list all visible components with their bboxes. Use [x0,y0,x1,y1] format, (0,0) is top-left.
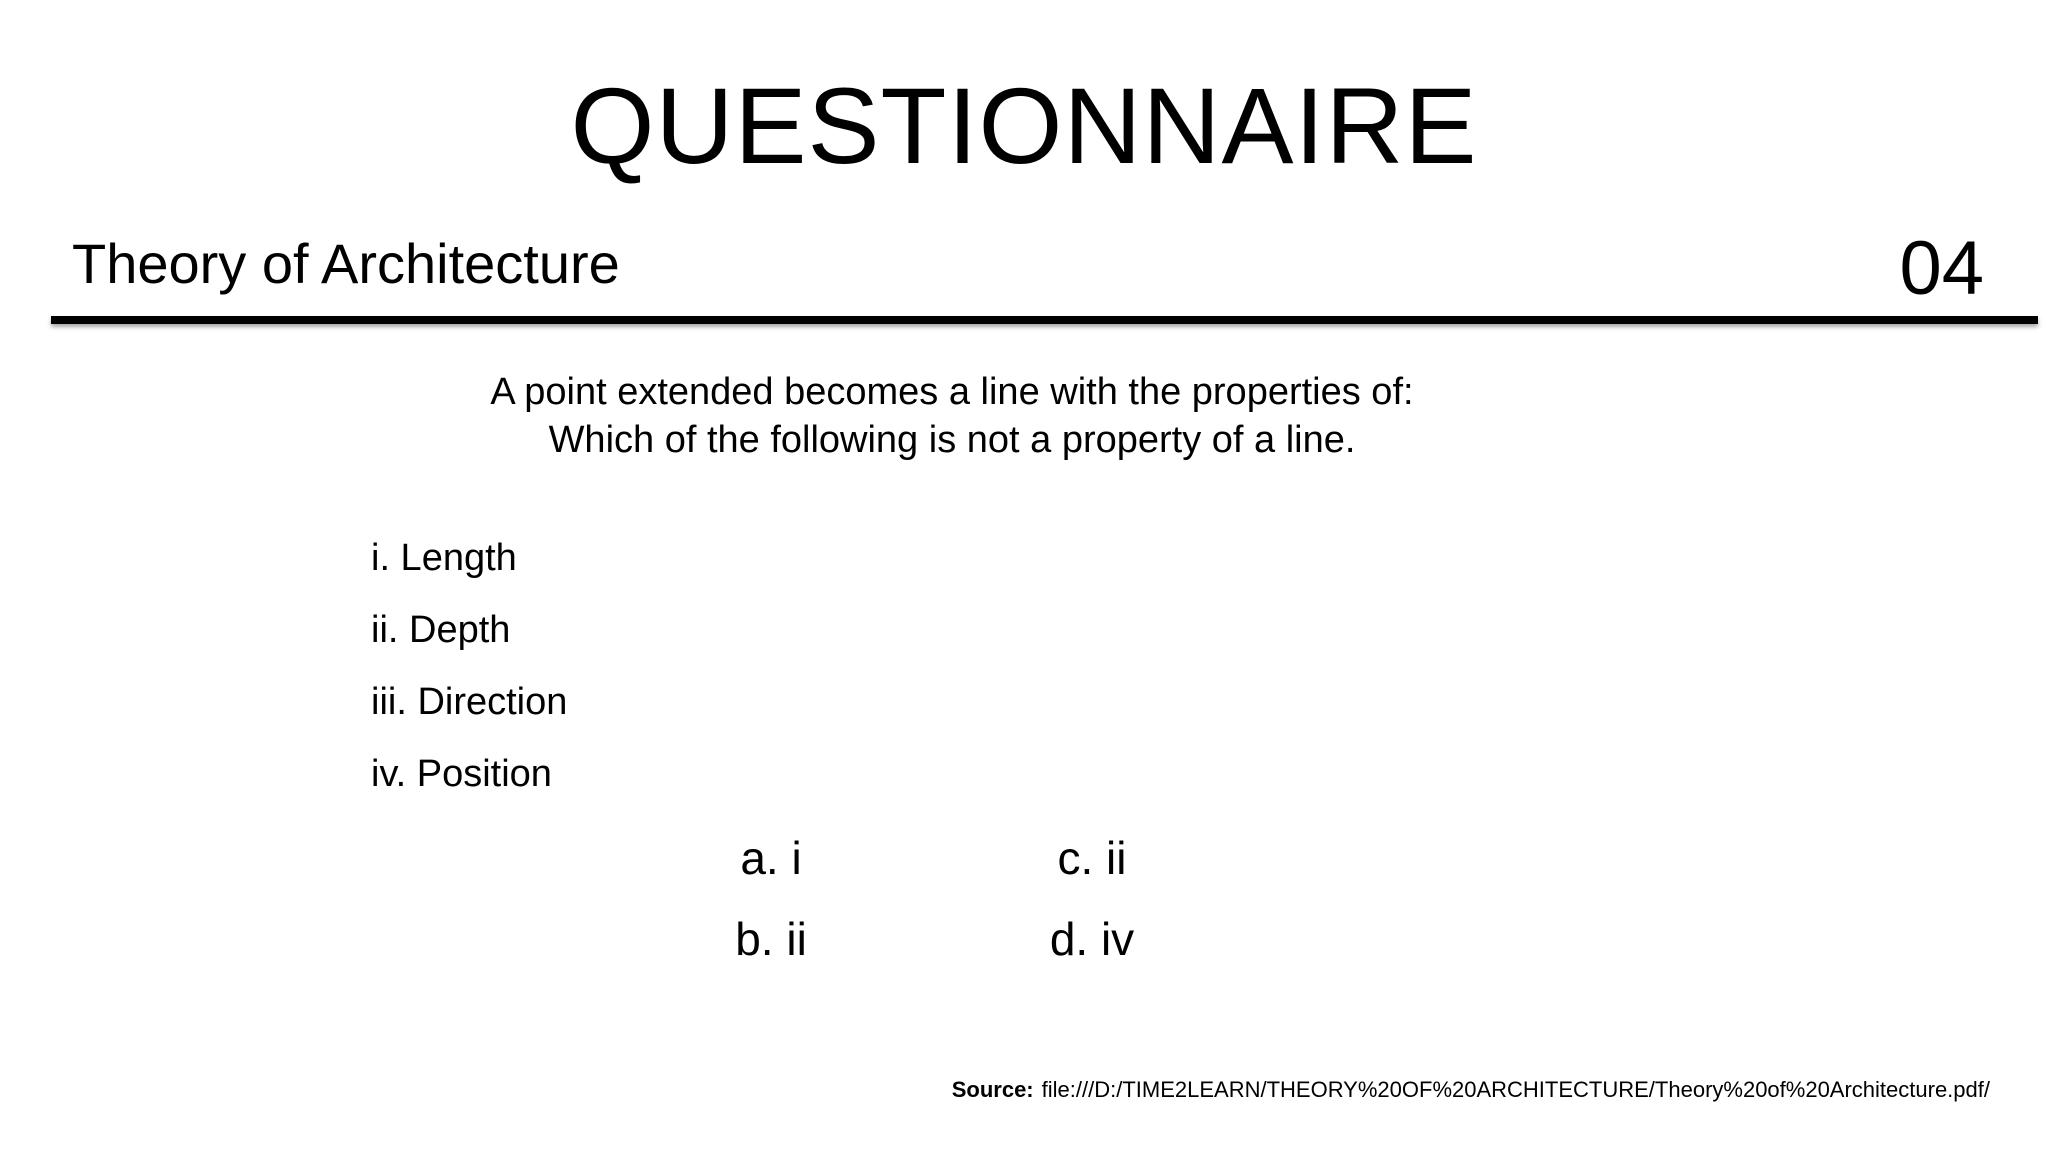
choice-b[interactable]: b. ii [735,913,807,965]
list-item: iii. Direction [371,681,568,723]
header-divider [51,316,2038,324]
slide-title: QUESTIONNAIRE [570,65,1478,186]
list-item: i. Length [371,537,517,579]
list-item: iv. Position [371,753,552,795]
item-list [371,522,567,810]
choice-a[interactable]: a. i [740,832,802,884]
choice-d[interactable]: d. iv [1049,913,1135,965]
source-link[interactable]: file:///D:/TIME2LEARN/THEORY%20OF%20ARCHITECTURE/Theory%20of%20Architecture.pdf/ [1041,1077,1990,1102]
source-citation [952,1076,1990,1104]
question-line-1: A point extended becomes a line with the properties of: [490,371,1414,413]
question-line-2: Which of the following is not a property of a line. [548,419,1356,461]
choice-c[interactable]: c. ii [1057,832,1127,884]
subject-heading: Theory of Architecture [72,232,620,295]
source-label: Source: [951,1077,1034,1102]
question-number: 04 [1899,226,1984,311]
question-text [400,368,1504,464]
list-item: ii. Depth [371,609,511,651]
